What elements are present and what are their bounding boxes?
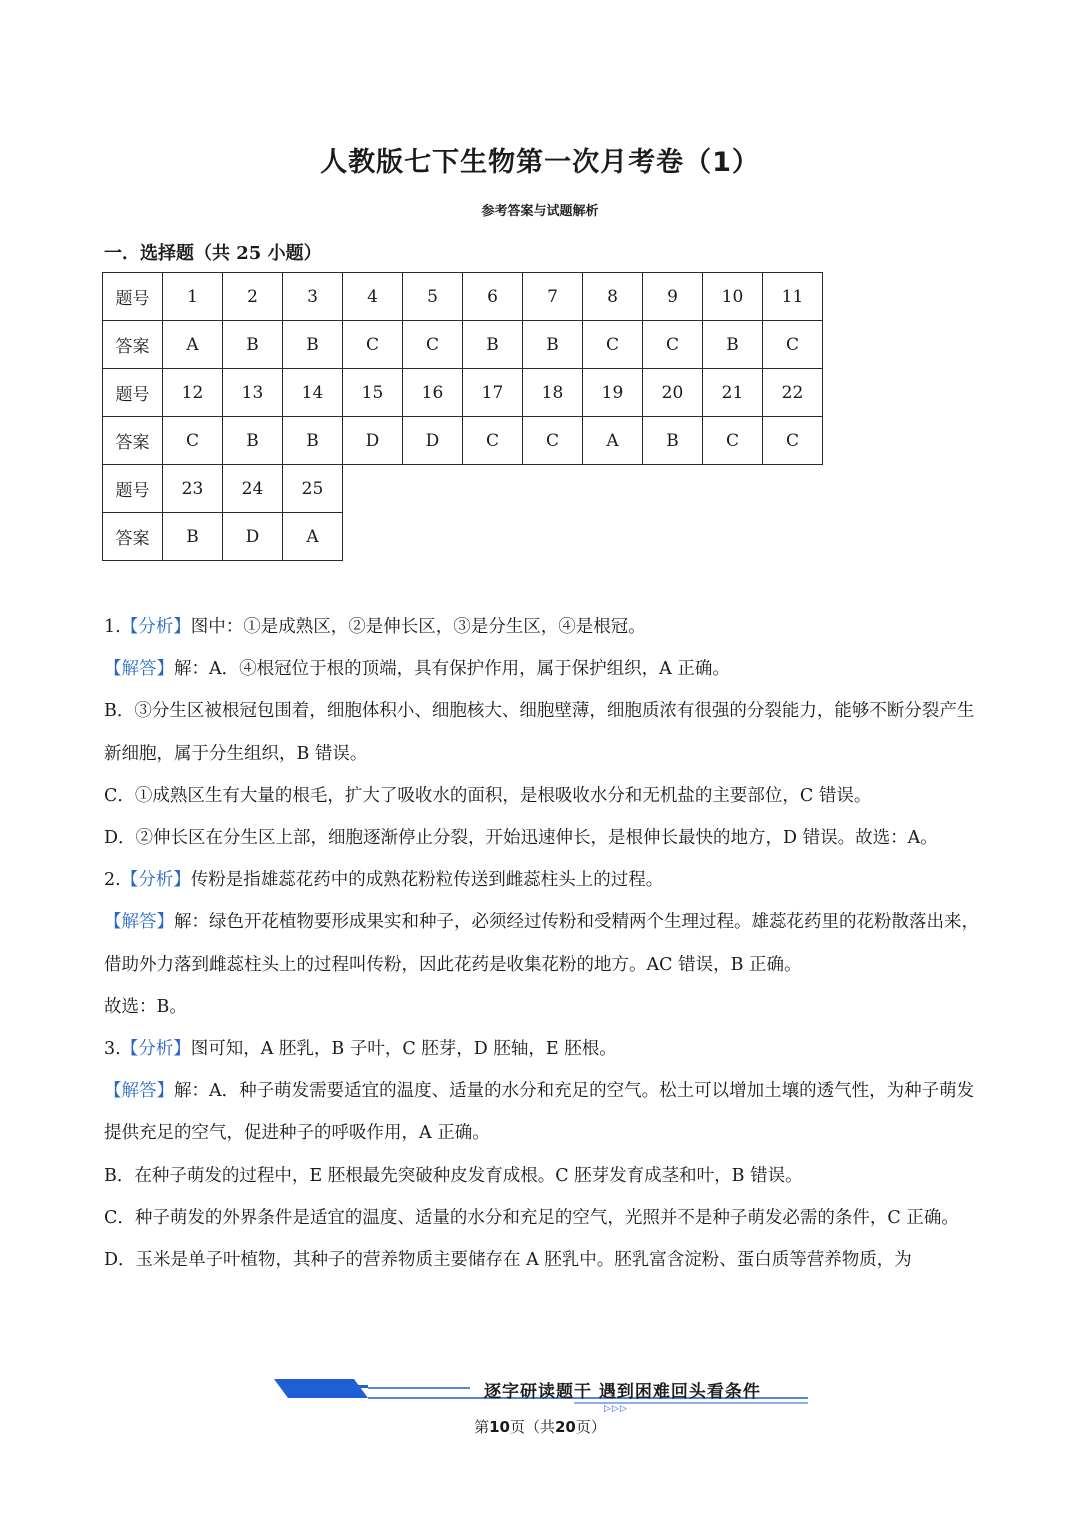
empty-cell <box>703 513 763 561</box>
empty-cell <box>763 513 823 561</box>
empty-cell <box>523 465 583 513</box>
table-row <box>103 417 823 465</box>
explanation-paragraph <box>104 901 980 985</box>
table-cell: A <box>583 417 643 465</box>
table-cell: B <box>643 417 703 465</box>
row-header-cell: 答案 <box>103 417 163 465</box>
explanation-paragraph <box>104 1239 980 1281</box>
explanation-paragraph <box>104 1155 980 1197</box>
question-number: 2. <box>104 870 121 891</box>
table-cell: 19 <box>583 369 643 417</box>
empty-cell <box>343 513 403 561</box>
explanations <box>104 606 980 1281</box>
table-cell: 25 <box>283 465 343 513</box>
table-cell: 8 <box>583 273 643 321</box>
empty-cell <box>643 513 703 561</box>
explanation-text: B．③分生区被根冠包围着，细胞体积小、细胞核大、细胞壁薄，细胞质浓有很强的分裂能力，能够不断分裂产生新细胞，属于分生组织，B 错误。 <box>104 701 975 764</box>
question-number: 1. <box>104 617 121 637</box>
table-cell: B <box>283 321 343 369</box>
row-header-cell: 答案 <box>103 321 163 369</box>
explanation-text: 解：A．④根冠位于根的顶端，具有保护作用，属于保护组织，A 正确。 <box>174 659 730 680</box>
explanation-text: 故选：B。 <box>104 996 187 1017</box>
table-cell: 13 <box>223 369 283 417</box>
document-title: 人教版七下生物第一次月考卷（1） <box>320 147 760 178</box>
table-cell: C <box>163 417 223 465</box>
table-cell: C <box>703 417 763 465</box>
table-cell: C <box>523 417 583 465</box>
table-cell: D <box>403 417 463 465</box>
table-cell: B <box>283 417 343 465</box>
table-cell: B <box>523 321 583 369</box>
explanation-paragraph <box>104 648 980 690</box>
explanation-paragraph <box>104 1070 980 1154</box>
table-cell: C <box>763 321 823 369</box>
table-cell: C <box>343 321 403 369</box>
table-cell: C <box>763 417 823 465</box>
table-cell: 2 <box>223 273 283 321</box>
footer-arrows-icon: ▷▷▷ <box>604 1404 628 1414</box>
table-cell: 14 <box>283 369 343 417</box>
empty-cell <box>583 465 643 513</box>
table-cell: D <box>343 417 403 465</box>
empty-cell <box>463 513 523 561</box>
table-row <box>103 321 823 369</box>
explanation-paragraph <box>104 986 980 1028</box>
page-number: 第10页（共20页） <box>474 1418 606 1436</box>
table-cell: B <box>223 321 283 369</box>
row-header-cell: 题号 <box>103 465 163 513</box>
table-row <box>103 513 823 561</box>
explanation-paragraph <box>104 859 980 901</box>
table-cell: C <box>403 321 463 369</box>
empty-cell <box>343 465 403 513</box>
explanation-tag: 【解答】 <box>104 659 174 680</box>
table-cell: B <box>223 417 283 465</box>
empty-cell <box>643 465 703 513</box>
table-cell: C <box>463 417 523 465</box>
explanation-tag: 【分析】 <box>120 870 191 891</box>
table-cell: 23 <box>163 465 223 513</box>
footer-slogan: 逐字研读题干 遇到困难回头看条件 <box>484 1382 761 1402</box>
explanation-text: C．种子萌发的外界条件是适宜的温度、适量的水分和充足的空气，光照并不是种子萌发必需的条件，C 正确。 <box>104 1207 959 1228</box>
table-cell: 16 <box>403 369 463 417</box>
table-cell: B <box>163 513 223 561</box>
section-title: 一．选择题（共 25 小题） <box>104 243 322 264</box>
table-cell: B <box>463 321 523 369</box>
explanation-paragraph <box>104 690 980 774</box>
explanation-tag: 【分析】 <box>120 617 191 637</box>
table-row <box>103 369 823 417</box>
row-header-cell: 题号 <box>103 273 163 321</box>
table-cell: 7 <box>523 273 583 321</box>
explanation-text: 解：绿色开花植物要形成果实和种子，必须经过传粉和受精两个生理过程。雄蕊花药里的花粉散落出来，借助外力落到雌蕊柱头上的过程叫传粉，因此花药是收集花粉的地方。AC 错误，B 正确。 <box>104 912 979 975</box>
explanation-paragraph <box>104 1197 980 1239</box>
table-row <box>103 273 823 321</box>
table-cell: 3 <box>283 273 343 321</box>
table-cell: 15 <box>343 369 403 417</box>
table-cell: 5 <box>403 273 463 321</box>
empty-cell <box>403 465 463 513</box>
empty-cell <box>583 513 643 561</box>
empty-cell <box>403 513 463 561</box>
explanation-paragraph <box>104 817 980 859</box>
table-cell: 4 <box>343 273 403 321</box>
question-number: 3. <box>104 1039 121 1060</box>
explanation-paragraph <box>104 1028 980 1070</box>
explanation-text: 传粉是指雄蕊花药中的成熟花粉粒传送到雌蕊柱头上的过程。 <box>190 870 664 891</box>
table-cell: B <box>703 321 763 369</box>
table-cell: 24 <box>223 465 283 513</box>
explanation-text: C．①成熟区生有大量的根毛，扩大了吸收水的面积，是根吸收水分和无机盐的主要部位，C 错误。 <box>104 785 872 806</box>
explanation-paragraph <box>104 775 980 817</box>
explanation-text: 解：A．种子萌发需要适宜的温度、适量的水分和充足的空气。松土可以增加土壤的透气性，为种子萌发提供充足的空气，促进种子的呼吸作用，A 正确。 <box>104 1081 975 1144</box>
explanation-text: 图中：①是成熟区，②是伸长区，③是分生区，④是根冠。 <box>190 617 646 637</box>
table-cell: A <box>163 321 223 369</box>
document-subtitle: 参考答案与试题解析 <box>481 204 599 219</box>
explanation-tag: 【解答】 <box>104 912 174 933</box>
explanation-tag: 【分析】 <box>120 1039 191 1060</box>
table-cell: 17 <box>463 369 523 417</box>
table-cell: A <box>283 513 343 561</box>
explanation-text: 图可知，A 胚乳，B 子叶，C 胚芽，D 胚轴，E 胚根。 <box>190 1039 617 1060</box>
empty-cell <box>763 465 823 513</box>
table-cell: 18 <box>523 369 583 417</box>
table-cell: 22 <box>763 369 823 417</box>
empty-cell <box>523 513 583 561</box>
explanation-text: D．玉米是单子叶植物，其种子的营养物质主要储存在 A 胚乳中。胚乳富含淀粉、蛋白质等营养物质，为 <box>104 1250 912 1271</box>
table-cell: 12 <box>163 369 223 417</box>
table-cell: 11 <box>763 273 823 321</box>
table-row <box>103 465 823 513</box>
explanation-paragraph <box>104 606 980 648</box>
empty-cell <box>703 465 763 513</box>
explanation-text: B．在种子萌发的过程中，E 胚根最先突破种皮发育成根。C 胚芽发育成茎和叶，B 错误。 <box>104 1165 803 1186</box>
table-cell: C <box>583 321 643 369</box>
answer-table <box>102 272 823 561</box>
table-cell: D <box>223 513 283 561</box>
row-header-cell: 题号 <box>103 369 163 417</box>
table-cell: 9 <box>643 273 703 321</box>
empty-cell <box>463 465 523 513</box>
explanation-tag: 【解答】 <box>104 1081 174 1102</box>
table-cell: 1 <box>163 273 223 321</box>
table-cell: 6 <box>463 273 523 321</box>
table-cell: 20 <box>643 369 703 417</box>
table-cell: 21 <box>703 369 763 417</box>
explanation-text: D．②伸长区在分生区上部，细胞逐渐停止分裂，开始迅速伸长，是根伸长最快的地方，D 错误。故选：A。 <box>104 828 938 849</box>
row-header-cell: 答案 <box>103 513 163 561</box>
table-cell: C <box>643 321 703 369</box>
table-cell: 10 <box>703 273 763 321</box>
